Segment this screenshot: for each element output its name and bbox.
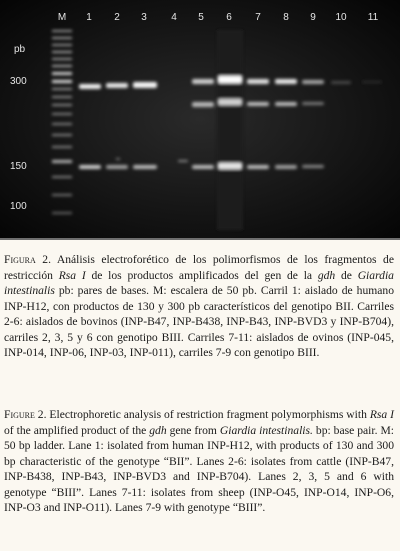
lane-label-1: 1 (86, 12, 92, 23)
lane-label-2: 2 (114, 12, 120, 23)
lane-label-6: 6 (226, 12, 232, 23)
lane-label-5: 5 (198, 12, 204, 23)
band-lane7-250 (247, 102, 269, 106)
caption-es-text-4: pb: pares de bases. M: escalera de 50 pb. Carril 1: aislado de humano INP-H12, con productos de 130 y 300 pb característicos del genotipo BII. Carriles 2-6: aislados de bovinos (INP-B47, INP-B438, INP-B43, INP-BVD3 y INP-B704), carriles 2, 3, 5 y 6 con genotipo BIII. Carriles 7-11: aislados de ovinos (INP-045, INP-014, INP-06, INP-03, INP-011), carriles 7-9 con genotipo BIII. (4, 284, 394, 359)
band-lane6-250 (218, 99, 242, 105)
lane-label-10: 10 (335, 12, 347, 23)
lane-label-7: 7 (255, 12, 261, 23)
band-lane5-300 (192, 79, 214, 84)
lane-label-8: 8 (283, 12, 289, 23)
band-lane9-300 (302, 80, 324, 84)
band-lane1-150 (79, 165, 101, 169)
caption-en-enzyme: Rsa I (369, 408, 394, 421)
caption-english (4, 407, 394, 516)
band-lane7-300 (247, 79, 269, 84)
band-lane8-250 (275, 102, 297, 106)
caption-en-text-4: bp: base pair. M: 50 bp ladder. Lane 1: isolated from human INP-H12, with products of 130 and 300 bp characteristic of the genotype “BII”. Lanes 2-6: isolates from cattle (INP-B47, INP-B438, INP-B43, INP-BVD3 and INP-B704). Lanes 2, 3, 5 and 6 with genotype “BIII”. Lanes 7-11: isolates from sheep (INP-O45, INP-O14, INP-O6, INP-O3 and INP-O11). Lanes 7-9 with genotype “BIII”. (4, 423, 394, 514)
band-lane7-150 (247, 165, 269, 169)
caption-en-gene: gdh (149, 423, 167, 437)
band-lane9-250 (302, 102, 324, 105)
caption-es-enzyme: Rsa I (58, 268, 86, 282)
caption-es-species: Giardia intestinalis (4, 268, 394, 297)
band-lane3-150 (133, 165, 157, 169)
caption-en-text-2: of the amplified product of the (4, 423, 150, 437)
lane-label-3: 3 (141, 12, 147, 23)
caption-es-text-1: . Análisis electroforético de los polimorfismos de los fragmentos de restricción (4, 253, 395, 282)
size-marker-150: 150 (10, 161, 27, 172)
band-lane10-faint (331, 81, 351, 84)
band-lane2-150 (106, 165, 128, 169)
band-lane6-300 (218, 76, 242, 83)
band-lane8-300 (275, 79, 297, 84)
figure-label-es: Figura 2 (4, 253, 49, 266)
band-lane11-faint (362, 81, 382, 83)
band-lane8-150 (275, 165, 297, 169)
gel-background (0, 0, 400, 238)
caption-divider (0, 238, 400, 240)
caption-spanish (4, 252, 394, 361)
caption-en-species: Giardia intestinalis. (219, 423, 313, 437)
band-lane4-faint (178, 160, 188, 162)
gel-svg (0, 0, 400, 238)
band-lane6-150 (218, 163, 242, 169)
size-marker-100: 100 (10, 201, 27, 212)
lane-label-9: 9 (310, 12, 316, 23)
caption-es-text-3: de (335, 268, 358, 282)
figure-label-en: Figure 2 (4, 408, 44, 421)
gel-image (0, 0, 400, 238)
band-lane3-300 (133, 82, 157, 88)
caption-es-text-2: de los productos amplificados del gen de la (85, 268, 318, 282)
lane-label-11: 11 (367, 12, 379, 23)
band-lane1-300 (79, 84, 101, 89)
lane-label-M: M (57, 12, 67, 23)
caption-es-gene: gdh (317, 268, 336, 282)
size-marker-300: 300 (10, 76, 27, 87)
caption-en-text-3: gene from (166, 423, 220, 437)
band-lane5-250 (192, 102, 214, 107)
band-lane9-150 (302, 165, 324, 168)
caption-en-text-1: . Electrophoretic analysis of restriction fragment polymorphisms with (43, 408, 370, 421)
unit-label: pb (14, 44, 26, 55)
band-lane2-300 (106, 83, 128, 88)
band-lane5-150 (192, 165, 214, 169)
lane-label-4: 4 (171, 12, 177, 23)
